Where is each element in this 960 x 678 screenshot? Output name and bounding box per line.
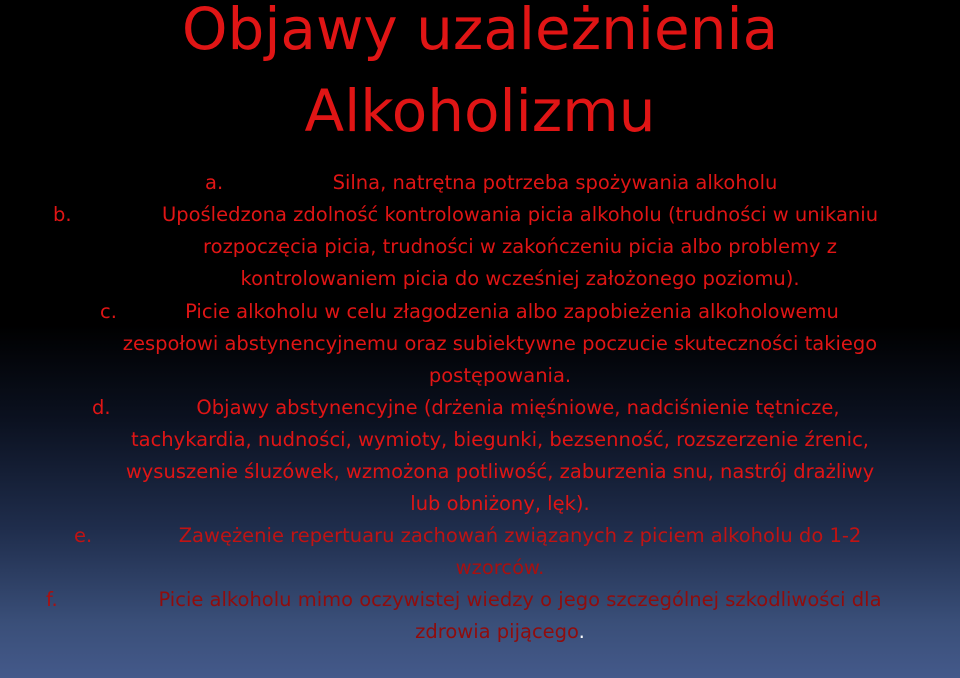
list-item-d-line-3: wysuszenie śluzówek, wzmożona potliwość, zaburzenia snu, nastrój drażliwy: [125, 460, 875, 483]
list-item-d-line-1: Objawy abstynencyjne (drżenia mięśniowe, nadciśnienie tętnicze,: [196, 396, 840, 419]
list-item-f-line-1: Picie alkoholu mimo oczywistej wiedzy o jego szczególnej szkodliwości dla: [158, 588, 882, 611]
list-marker-c: c.: [100, 300, 117, 323]
list-item-b-line-1: Upośledzona zdolność kontrolowania picia alkoholu (trudności w unikaniu: [161, 203, 879, 226]
list-item-d-line-4: lub obniżony, lęk).: [410, 492, 590, 515]
list-item-f-line-2-text: zdrowia pijącego: [415, 620, 579, 643]
slide-title-line-1: Objawy uzależnienia: [181, 0, 779, 63]
list-item-d-line-2: tachykardia, nudności, wymioty, biegunki, bezsenność, rozszerzenie źrenic,: [130, 428, 869, 451]
list-marker-b: b.: [53, 203, 72, 226]
list-item-c-line-2: zespołowi abstynencyjnemu oraz subiektywne poczucie skuteczności takiego: [122, 332, 878, 355]
list-marker-f: f.: [46, 588, 58, 611]
list-item-a-line-1: Silna, natrętna potrzeba spożywania alkoholu: [332, 171, 778, 194]
list-item-e-line-2: wzorców.: [455, 556, 545, 579]
list-marker-e: e.: [74, 524, 93, 547]
list-item-b-line-2: rozpoczęcia picia, trudności w zakończeniu picia albo problemy z: [203, 235, 837, 258]
list-marker-a: a.: [205, 171, 224, 194]
list-item-f-trailing-period: .: [578, 620, 585, 643]
slide-title-line-2: Alkoholizmu: [304, 77, 656, 145]
list-item-f-line-2: [20, 622, 960, 642]
list-item-c-line-3: postępowania.: [428, 364, 572, 387]
list-item-b-line-3: kontrolowaniem picia do wcześniej założonego poziomu).: [240, 267, 800, 290]
list-item-e-line-1: Zawężenie repertuaru zachowań związanych z piciem alkoholu do 1-2: [178, 524, 862, 547]
list-marker-d: d.: [92, 396, 111, 419]
list-item-c-line-1: Picie alkoholu w celu złagodzenia albo zapobieżenia alkoholowemu: [185, 300, 839, 323]
